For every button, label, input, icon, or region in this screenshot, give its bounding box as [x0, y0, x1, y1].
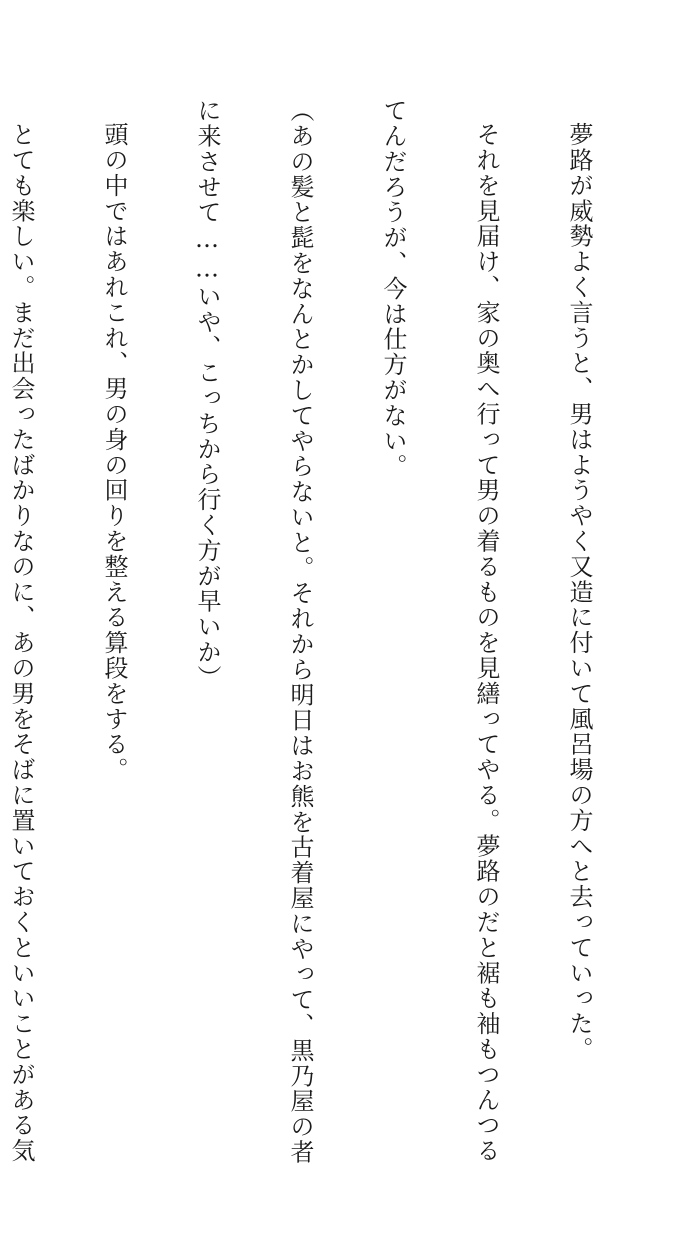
text-line-7: とても楽しい。まだ出会ったばかりなのに、あの男をそばに置いておくといいことがある気: [7, 122, 35, 1164]
text-line-1: 夢路が威勢よく言うと、男はようやく又造に付いて風呂場の方へと去っていった。: [565, 122, 593, 1062]
text-line-6: 頭の中ではあれこれ、男の身の回りを整える算段をする。: [100, 122, 128, 783]
text-line-5: に来させて……いや、こっちから行く方が早いか）: [193, 98, 221, 691]
text-line-2: それを見届け、家の奥へ行って男の着るものを見繕ってやる。夢路のだと裾も袖もつんつる: [472, 122, 500, 1164]
vertical-text-body: [0, 98, 656, 1165]
text-line-3: てんだろうが、今は仕方がない。: [379, 98, 407, 479]
text-line-4: （あの髪と髭をなんとかしてやらないと。それから明日はお熊を古着屋にやって、黒乃屋の者: [286, 98, 314, 1165]
